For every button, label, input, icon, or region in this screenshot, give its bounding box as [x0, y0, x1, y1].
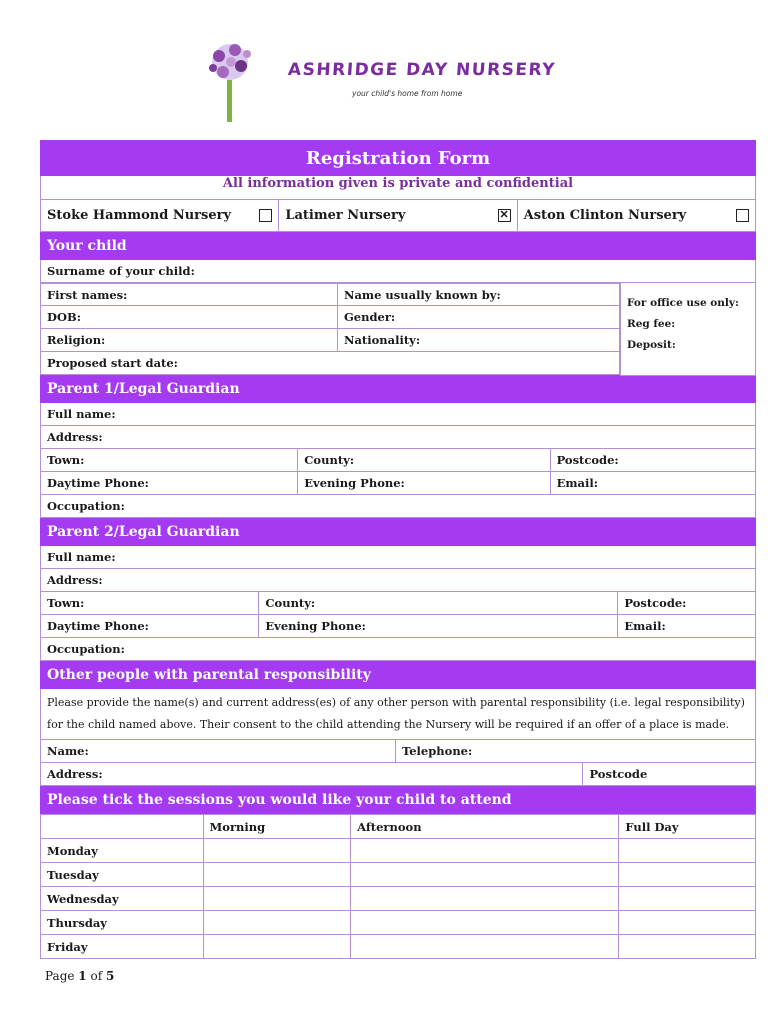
p2-county[interactable]: County: — [259, 592, 618, 614]
p1-day-phone[interactable]: Daytime Phone: — [41, 472, 298, 494]
day-wednesday: Wednesday — [41, 887, 204, 910]
other-postcode-field[interactable]: Postcode — [589, 767, 648, 781]
office-title: For office use only: — [627, 297, 739, 309]
day-tuesday: Tuesday — [41, 863, 204, 886]
p1-county[interactable]: County: — [298, 449, 550, 471]
form-title: Registration Form — [40, 140, 756, 176]
day-friday: Friday — [41, 935, 204, 958]
session-cell[interactable] — [204, 911, 352, 934]
session-cell[interactable] — [619, 863, 755, 886]
session-cell[interactable] — [204, 839, 352, 862]
nursery-choice-row — [40, 200, 756, 232]
session-cell[interactable] — [351, 839, 619, 862]
brand-tagline: your child's home from home — [352, 89, 463, 98]
sessions-corner — [41, 815, 204, 838]
session-cell[interactable] — [619, 935, 755, 958]
nursery-option-aston[interactable]: Aston Clinton Nursery — [518, 200, 755, 231]
section-other-responsibility: Other people with parental responsibility — [40, 661, 756, 689]
nursery-logo — [205, 40, 550, 125]
session-cell[interactable] — [619, 839, 755, 862]
session-cell[interactable] — [351, 911, 619, 934]
session-cell[interactable] — [204, 887, 352, 910]
registration-form — [40, 140, 756, 959]
section-your-child: Your child — [40, 232, 756, 260]
p1-address[interactable]: Address: — [47, 430, 103, 444]
session-cell[interactable] — [204, 863, 352, 886]
responsibility-instructions: Please provide the name(s) and current address(es) of any other person with parental responsibility (i.e. legal responsibility) for the child named above. Their consent to the child attending the Nursery will be required if an offer of a place is made. — [47, 696, 745, 731]
p1-email[interactable]: Email: — [556, 476, 598, 490]
nursery-option-latimer[interactable]: Latimer Nursery ✕ — [279, 200, 517, 231]
surname-field[interactable]: Surname of your child: — [47, 264, 195, 278]
checked-checkbox-icon[interactable]: ✕ — [499, 208, 509, 221]
section-parent-1: Parent 1/Legal Guardian — [40, 375, 756, 403]
other-address-field[interactable]: Address: — [41, 763, 583, 785]
session-cell[interactable] — [351, 863, 619, 886]
p2-day-phone[interactable]: Daytime Phone: — [41, 615, 259, 637]
p1-eve-phone[interactable]: Evening Phone: — [298, 472, 550, 494]
p1-postcode[interactable]: Postcode: — [556, 453, 619, 467]
religion-field[interactable]: Religion: — [41, 329, 338, 351]
p2-eve-phone[interactable]: Evening Phone: — [259, 615, 618, 637]
col-full-day: Full Day — [625, 819, 679, 834]
p2-email[interactable]: Email: — [624, 619, 666, 633]
brand-name: ASHRIDGE DAY NURSERY — [287, 60, 557, 80]
p2-occupation[interactable]: Occupation: — [47, 642, 125, 656]
session-cell[interactable] — [204, 935, 352, 958]
start-date-field[interactable]: Proposed start date: — [47, 356, 178, 370]
p1-full-name[interactable]: Full name: — [47, 407, 116, 421]
tree-logo-icon — [205, 40, 255, 125]
p2-address[interactable]: Address: — [47, 573, 103, 587]
office-use-box — [620, 283, 756, 376]
page-footer: Page 1 of 5 — [45, 969, 115, 983]
deposit-label: Deposit: — [627, 339, 676, 351]
p1-town[interactable]: Town: — [41, 449, 298, 471]
other-name-field[interactable]: Name: — [41, 740, 396, 762]
session-cell[interactable] — [619, 911, 755, 934]
session-cell[interactable] — [351, 887, 619, 910]
day-monday: Monday — [41, 839, 204, 862]
col-afternoon: Afternoon — [351, 815, 619, 838]
p2-full-name[interactable]: Full name: — [47, 550, 116, 564]
p1-occupation[interactable]: Occupation: — [47, 499, 125, 513]
p2-town[interactable]: Town: — [41, 592, 259, 614]
gender-field[interactable]: Gender: — [343, 310, 396, 324]
reg-fee-label: Reg fee: — [627, 318, 676, 330]
other-telephone-field[interactable]: Telephone: — [402, 744, 473, 758]
dob-field[interactable]: DOB: — [41, 306, 338, 328]
col-morning: Morning — [204, 815, 352, 838]
p2-postcode[interactable]: Postcode: — [624, 596, 687, 610]
checkbox-icon[interactable] — [736, 209, 749, 222]
nationality-field[interactable]: Nationality: — [343, 333, 421, 347]
known-as-field[interactable]: Name usually known by: — [343, 287, 501, 302]
section-parent-2: Parent 2/Legal Guardian — [40, 518, 756, 546]
day-thursday: Thursday — [41, 911, 204, 934]
confidential-note: All information given is private and confidential — [40, 176, 756, 200]
nursery-option-stoke[interactable]: Stoke Hammond Nursery — [41, 200, 279, 231]
section-sessions: Please tick the sessions you would like your child to attend — [40, 786, 756, 814]
checkbox-icon[interactable] — [259, 209, 272, 222]
session-cell[interactable] — [619, 887, 755, 910]
session-cell[interactable] — [351, 935, 619, 958]
first-names-field[interactable]: First names: — [41, 284, 338, 305]
